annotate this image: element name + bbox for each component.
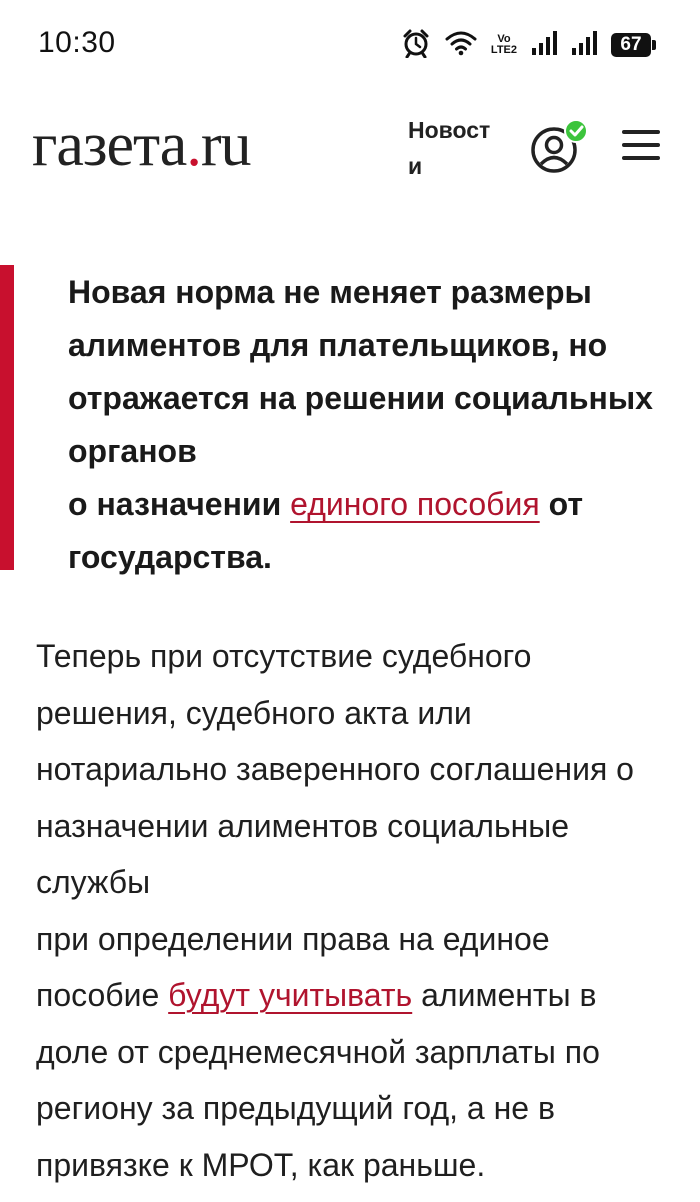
body-link-will-consider[interactable]: будут учитывать (168, 977, 413, 1013)
logo-dot: . (186, 111, 201, 179)
signal-icon (571, 30, 597, 61)
body-text-before-link: при определении права на единое пособие (36, 920, 550, 1013)
status-bar (0, 0, 700, 92)
menu-bar (622, 143, 660, 147)
body-text-after-link: алименты в доле от среднемесячной зарплаты по региону за предыдущий год, а не в привязке к МРОТ, как раньше. (36, 977, 600, 1183)
lead-paragraph (68, 266, 668, 584)
menu-bar (622, 130, 660, 134)
check-badge-icon (565, 120, 587, 142)
user-icon (528, 120, 592, 184)
alarm-icon (401, 28, 431, 63)
menu-bar (622, 156, 660, 160)
wifi-icon (445, 30, 477, 61)
status-time: 10:30 (38, 26, 116, 59)
hamburger-menu-icon[interactable] (622, 130, 660, 160)
battery-level: 67 (611, 33, 651, 57)
profile-button[interactable] (528, 120, 584, 176)
volte-icon (491, 34, 517, 56)
volte-top-label: Vo (497, 33, 511, 45)
logo-tld: ru (200, 111, 251, 179)
article-paragraph (36, 628, 666, 1193)
logo-main: газета (32, 111, 187, 179)
lead-text-before-link: о назначении (68, 486, 291, 522)
lead-text: Новая норма не меняет размеры алиментов для плательщиков, но отражается на решении социальных органов (68, 274, 653, 469)
lead-link-unified-allowance[interactable]: единого пособия (290, 486, 540, 522)
battery-tip (652, 40, 656, 50)
nav-news-link[interactable]: Новости (408, 117, 491, 179)
lead-text-after-link: от государства. (68, 486, 584, 575)
signal-icon (531, 30, 557, 61)
site-header (0, 92, 700, 210)
battery-icon (611, 33, 656, 57)
volte-bottom-label: LTE2 (490, 44, 517, 56)
body-text-part1: Теперь при отсутствие судебного решения, судебного акта или нотариально заверенного соглашения о назначении алиментов социальные службы (36, 638, 634, 900)
status-icons (401, 28, 656, 62)
site-logo[interactable] (32, 110, 250, 181)
lead-accent-bar (0, 265, 14, 570)
